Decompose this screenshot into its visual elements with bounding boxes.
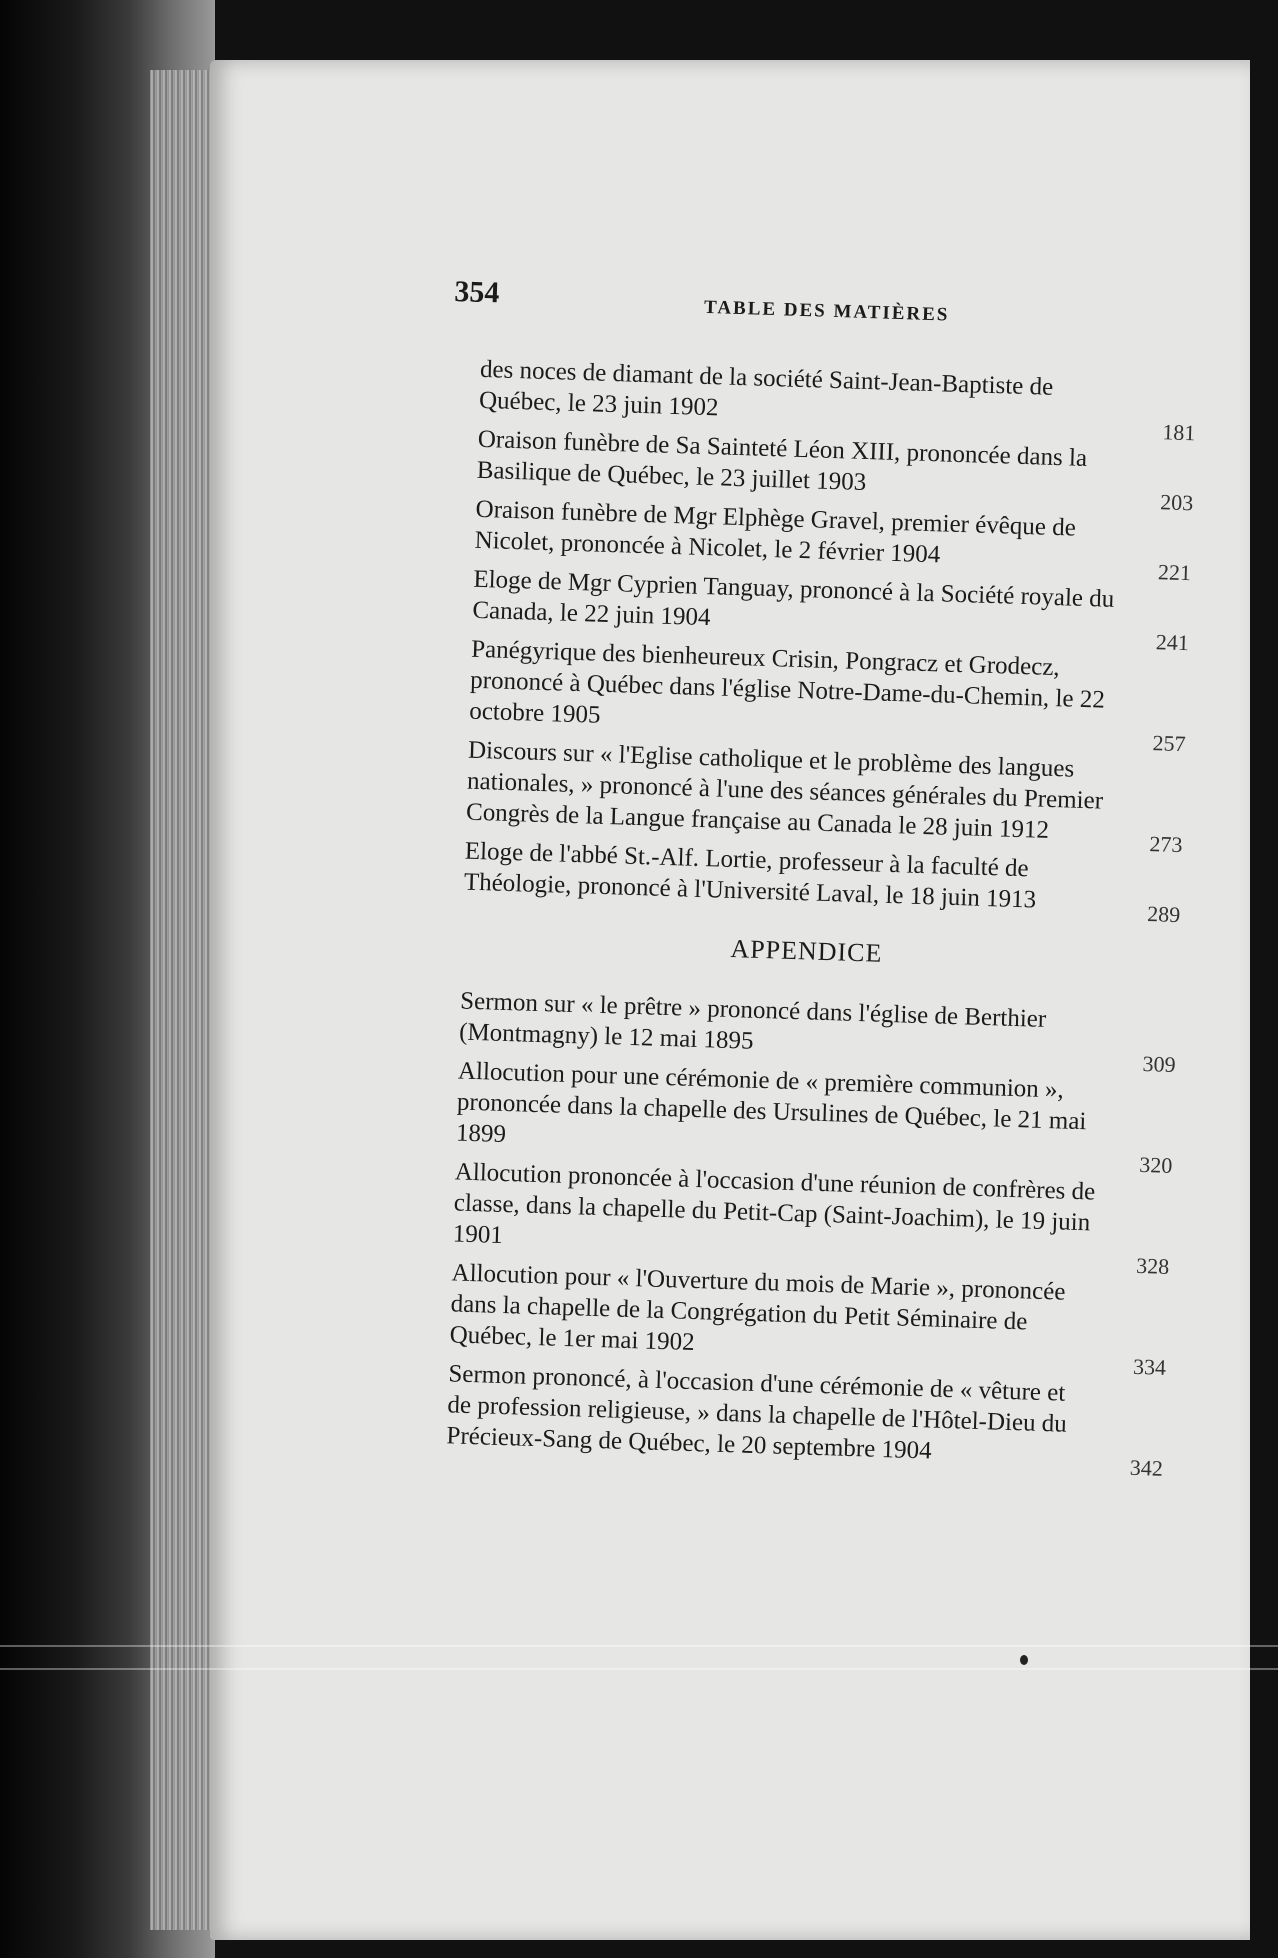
entry-text: Allocution pour une cérémonie de « première communion », prononcée dans la chapelle des Ursulines de Québec, le 21 mai 1899	[455, 1057, 1087, 1149]
toc-entry	[435, 835, 1182, 928]
appendix-entry	[421, 1257, 1169, 1380]
dot-leader	[1095, 1379, 1096, 1410]
entry-text: Discours sur « l'Eglise catholique et le problème des langues nationales, » prononcé à l'une des séances générales du Premier Congrès de la Langue française au Canada le 28 juin 1912	[465, 736, 1104, 844]
appendix-entries	[418, 985, 1177, 1481]
toc-entries	[435, 353, 1197, 928]
dot-leader	[1101, 1177, 1102, 1208]
dot-leader	[1098, 1278, 1099, 1309]
dot-leader	[1124, 444, 1125, 475]
entry-page: 257	[1152, 730, 1187, 757]
entry-page: 241	[1155, 629, 1190, 656]
entry-text: Allocution pour « l'Ouverture du mois de Marie », prononcée dans la chapelle de la Congrégation du Petit Séminaire de Québec, le 1er mai 1902	[449, 1259, 1066, 1357]
entry-text: Allocution prononcée à l'occasion d'une réunion de confrères de classe, dans la chapelle du Petit-Cap (Saint-Joachim), le 19 juin 1901	[452, 1158, 1096, 1249]
entry-text: des noces de diamant de la société Saint-Jean-Baptiste de Québec, le 23 juin 1902	[478, 355, 1054, 422]
entry-page: 273	[1149, 831, 1183, 858]
entry-text: Panégyrique des bienheureux Crisin, Pongracz et Grodecz, prononcé à Québec dans l'église Notre-Dame-du-Chemin, le 22 octobre 1905	[468, 635, 1106, 729]
entry-page: 342	[1129, 1454, 1164, 1481]
scan-line	[0, 1668, 1278, 1670]
dot-leader	[1111, 856, 1112, 887]
entry-page: 289	[1146, 901, 1181, 928]
entry-page: 334	[1132, 1353, 1167, 1380]
toc-entry	[438, 734, 1186, 858]
running-title: TABLE DES MATIÈRES	[703, 296, 950, 326]
entry-text: Sermon sur « le prêtre » prononcé dans l'église de Berthier (Montmagny) le 12 mai 1895	[458, 987, 1047, 1055]
entry-text: Eloge de Mgr Cyprien Tanguay, prononcé à la Société royale du Canada, le 22 juin 1904	[472, 565, 1115, 632]
appendix-entry	[424, 1156, 1172, 1279]
entry-text: Oraison funèbre de Sa Sainteté Léon XIII, prononcée dans la Basilique de Québec, le 23 juillet 1903	[476, 425, 1088, 497]
entry-text: Eloge de l'abbé St.-Alf. Lortie, professeur à la faculté de Théologie, prononcé à l'Université Laval, le 18 juin 1913	[463, 837, 1037, 914]
entry-page: 221	[1157, 559, 1192, 586]
entry-page: 328	[1135, 1252, 1170, 1279]
entry-page: 320	[1139, 1151, 1173, 1178]
appendix-heading: APPENDICE	[730, 933, 883, 968]
dot-leader	[1106, 1006, 1107, 1037]
table-of-contents	[418, 275, 1200, 1482]
scan-line	[0, 1645, 1278, 1647]
ink-spot	[1020, 1655, 1028, 1665]
entry-page: 309	[1142, 1050, 1176, 1078]
entry-text: Oraison funèbre de Mgr Elphège Gravel, premier évêque de Nicolet, prononcée à Nicolet, le 2 février 1904	[474, 495, 1077, 569]
appendix-entry	[418, 1357, 1166, 1481]
dot-leader	[1122, 514, 1123, 545]
toc-entry	[441, 633, 1189, 757]
entry-text: Sermon prononcé, à l'occasion d'une cérémonie de « vêture et de profession religieuse, » dans la chapelle de l'Hôtel-Dieu du Précieux-Sang de Québec, le 20 septembre 1904	[446, 1360, 1068, 1465]
dot-leader	[1104, 1076, 1105, 1107]
dot-leader	[1117, 654, 1118, 685]
dot-leader	[1114, 755, 1115, 786]
dot-leader	[1126, 374, 1127, 405]
page-number: 354	[453, 275, 500, 310]
dot-leader	[1120, 584, 1121, 615]
appendix-entry	[428, 1055, 1176, 1178]
entry-page: 203	[1159, 489, 1194, 516]
entry-page: 181	[1162, 419, 1196, 446]
